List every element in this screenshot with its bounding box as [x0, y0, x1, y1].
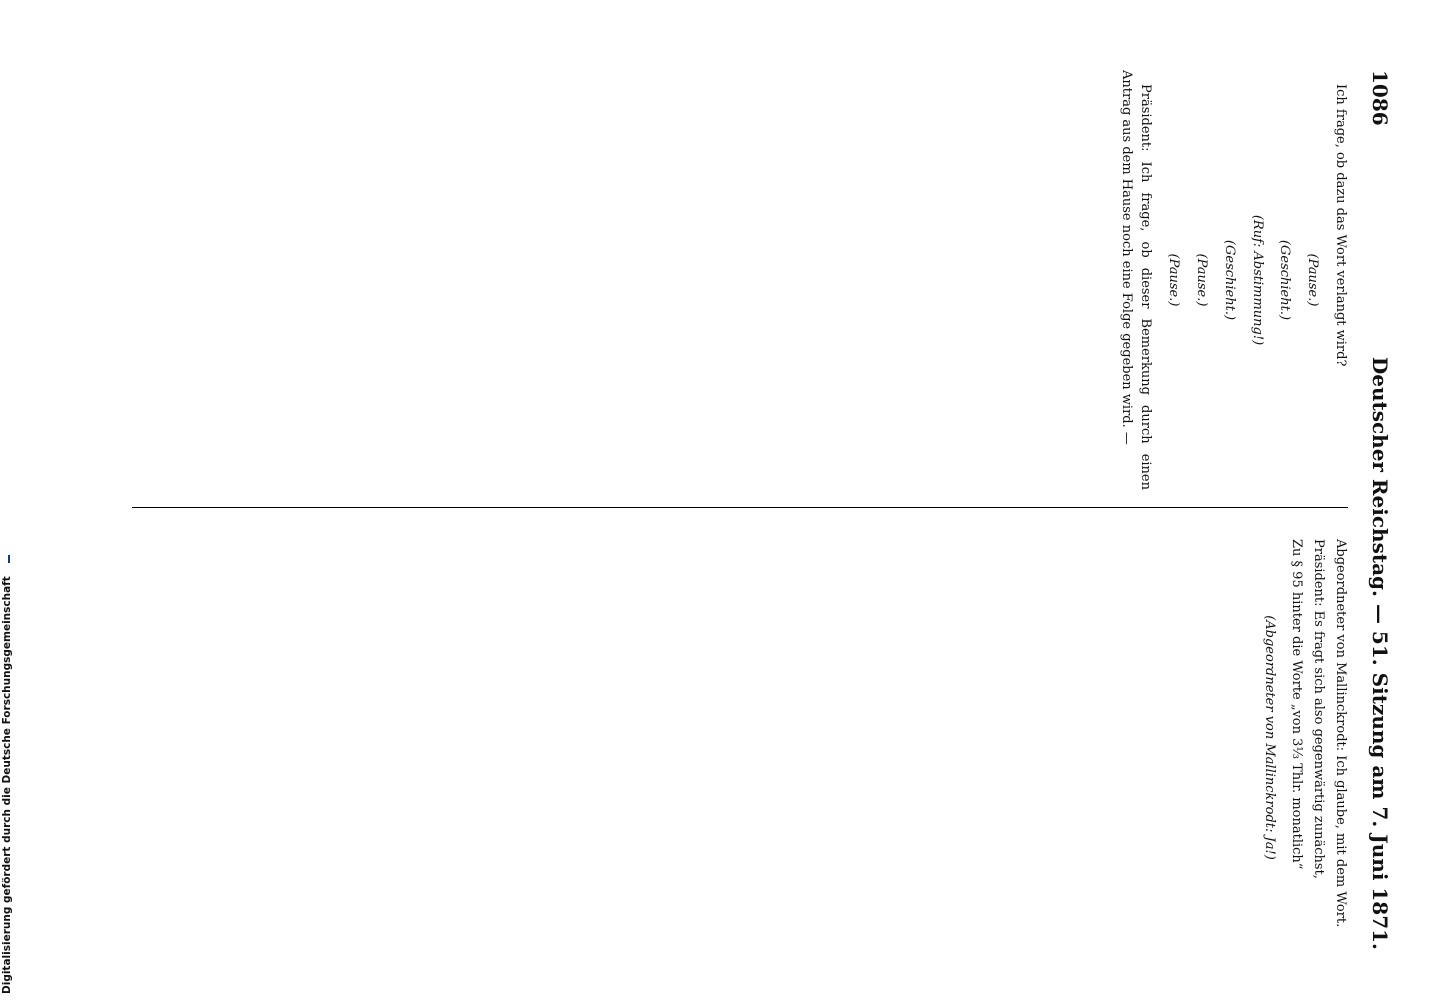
stage-direction: (Pause.) — [1166, 253, 1182, 307]
page-header — [1358, 70, 1392, 950]
running-title: Deutscher Reichstag. — 51. Sitzung am 7. Juni 1871. — [1368, 356, 1392, 950]
digitization-credit — [1, 14, 15, 994]
paragraph: Zu § 95 hinter die Worte „von 3⅓ Thlr. monatlich“ — [1289, 539, 1305, 870]
right-text-column — [130, 525, 1350, 950]
stage-direction: (Ruf: Abstimmung!) — [1249, 214, 1265, 346]
paragraph: Abgeordneter von Mallinckrodt: Ich glaube, mit dem Wort. — [1333, 539, 1348, 928]
stage-direction: (Abgeordneter von Mallinckrodt: Ja!) — [1261, 615, 1277, 860]
stage-direction: (Geschieht.) — [1277, 239, 1293, 321]
paragraph: Präsident: Ich frage, ob dieser Bemerkung durch einen Antrag aus dem Hause noch eine Folge gegeben wird. — — [1118, 70, 1154, 490]
credit-text: Digitalisierung gefördert durch die Deutsche Forschungsgemeinschaft — [1, 576, 13, 994]
stage-direction: (Pause.) — [1194, 253, 1210, 307]
dfg-logo — [8, 555, 10, 563]
paragraph: Ich frage, ob dazu das Wort verlangt wird? — [1333, 84, 1348, 367]
rotated-document-page — [92, 70, 1392, 950]
paragraph: Präsident: Es fragt sich also gegenwärtig zunächst, — [1311, 539, 1327, 879]
left-text-column — [130, 70, 1350, 490]
column-divider — [132, 507, 1348, 508]
stage-direction: (Pause.) — [1305, 253, 1321, 307]
stage-direction: (Geschieht.) — [1221, 239, 1237, 321]
page-number: 1086 — [1368, 70, 1392, 126]
